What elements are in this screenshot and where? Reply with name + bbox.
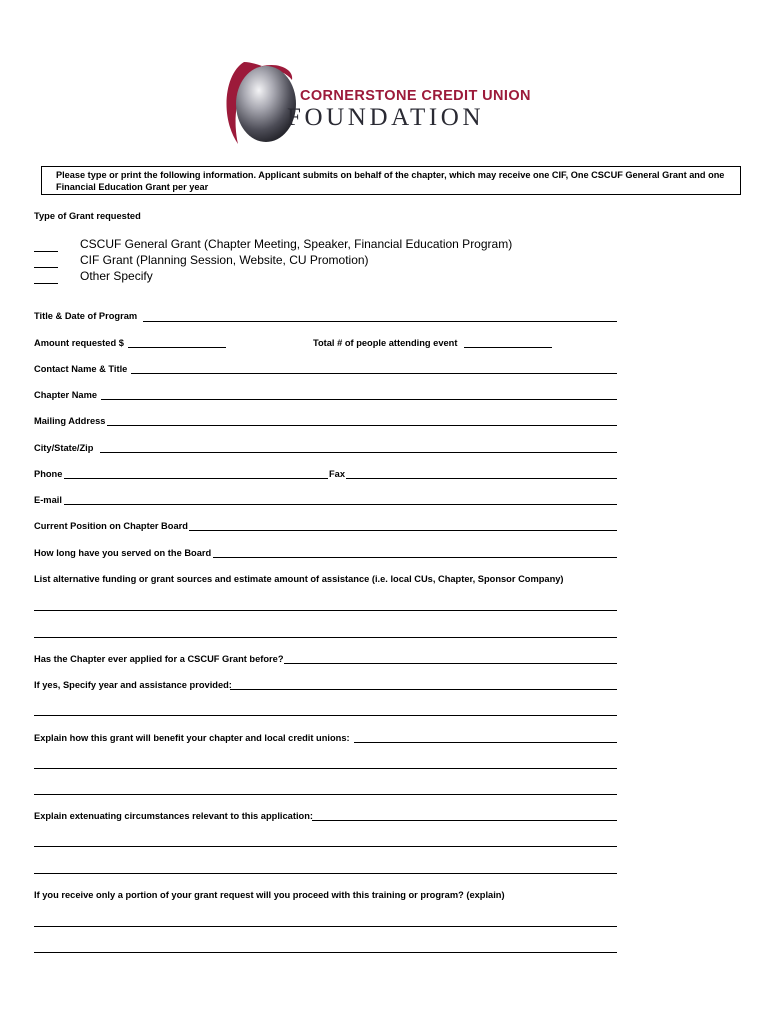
if-yes-line-2[interactable] — [34, 715, 617, 716]
contact-field[interactable] — [131, 373, 617, 374]
served-field[interactable] — [213, 557, 617, 558]
grant-type-label: Type of Grant requested — [34, 211, 141, 221]
explain-circumstances-line-2[interactable] — [34, 846, 617, 847]
mailing-field[interactable] — [107, 425, 617, 426]
explain-circumstances-label: Explain extenuating circumstances relevant to this application: — [34, 811, 313, 821]
alt-funding-label: List alternative funding or grant sources and estimate amount of assistance (i.e. local CUs, Chapter, Sponsor Company) — [34, 574, 564, 584]
grant-option-general: CSCUF General Grant (Chapter Meeting, Speaker, Financial Education Program) — [80, 237, 513, 251]
portion-line-1[interactable] — [34, 926, 617, 927]
grant-option-other-blank[interactable] — [34, 283, 58, 284]
city-field[interactable] — [100, 452, 617, 453]
portion-line-2[interactable] — [34, 952, 617, 953]
email-label: E-mail — [34, 495, 62, 505]
grant-option-general-blank[interactable] — [34, 251, 58, 252]
grant-option-cif-blank[interactable] — [34, 267, 58, 268]
explain-benefit-label: Explain how this grant will benefit your chapter and local credit unions: — [34, 733, 350, 743]
foundation-wordmark: FOUNDATION — [287, 104, 485, 131]
alt-funding-line-1[interactable] — [34, 610, 617, 611]
explain-benefit-line-2[interactable] — [34, 768, 617, 769]
portion-label: If you receive only a portion of your grant request will you proceed with this training or program? (explain) — [34, 890, 505, 900]
applied-before-field[interactable] — [284, 663, 617, 664]
chapter-label: Chapter Name — [34, 390, 98, 400]
fax-field[interactable] — [346, 478, 617, 479]
org-name: CORNERSTONE CREDIT UNION — [300, 88, 531, 104]
total-people-field[interactable] — [464, 347, 552, 348]
amount-label: Amount requested $ — [34, 338, 124, 348]
explain-circumstances-line-3[interactable] — [34, 873, 617, 874]
total-people-label: Total # of people attending event — [313, 338, 458, 348]
title-date-label: Title & Date of Program — [34, 311, 138, 321]
mailing-label: Mailing Address — [34, 416, 106, 426]
served-label: How long have you served on the Board — [34, 548, 212, 558]
instructions-box: Please type or print the following information. Applicant submits on behalf of the chapter, which may receive one CIF, One CSCUF General Grant and one Financial Education Grant per year — [41, 166, 741, 195]
explain-benefit-line-3[interactable] — [34, 794, 617, 795]
explain-circumstances-field[interactable] — [312, 820, 617, 821]
explain-benefit-field[interactable] — [354, 742, 617, 743]
grant-option-other: Other Specify — [80, 269, 153, 283]
amount-field[interactable] — [128, 347, 226, 348]
email-field[interactable] — [64, 504, 617, 505]
title-date-field[interactable] — [143, 321, 617, 322]
position-field[interactable] — [189, 530, 617, 531]
if-yes-label: If yes, Specify year and assistance provided: — [34, 680, 232, 690]
grant-option-cif: CIF Grant (Planning Session, Website, CU Promotion) — [80, 253, 369, 267]
chapter-field[interactable] — [101, 399, 617, 400]
alt-funding-line-2[interactable] — [34, 637, 617, 638]
phone-field[interactable] — [64, 478, 328, 479]
contact-label: Contact Name & Title — [34, 364, 128, 374]
city-label: City/State/Zip — [34, 443, 94, 453]
phone-label: Phone — [34, 469, 63, 479]
position-label: Current Position on Chapter Board — [34, 521, 188, 531]
if-yes-field[interactable] — [230, 689, 617, 690]
applied-before-label: Has the Chapter ever applied for a CSCUF Grant before? — [34, 654, 284, 664]
fax-label: Fax — [329, 469, 346, 479]
